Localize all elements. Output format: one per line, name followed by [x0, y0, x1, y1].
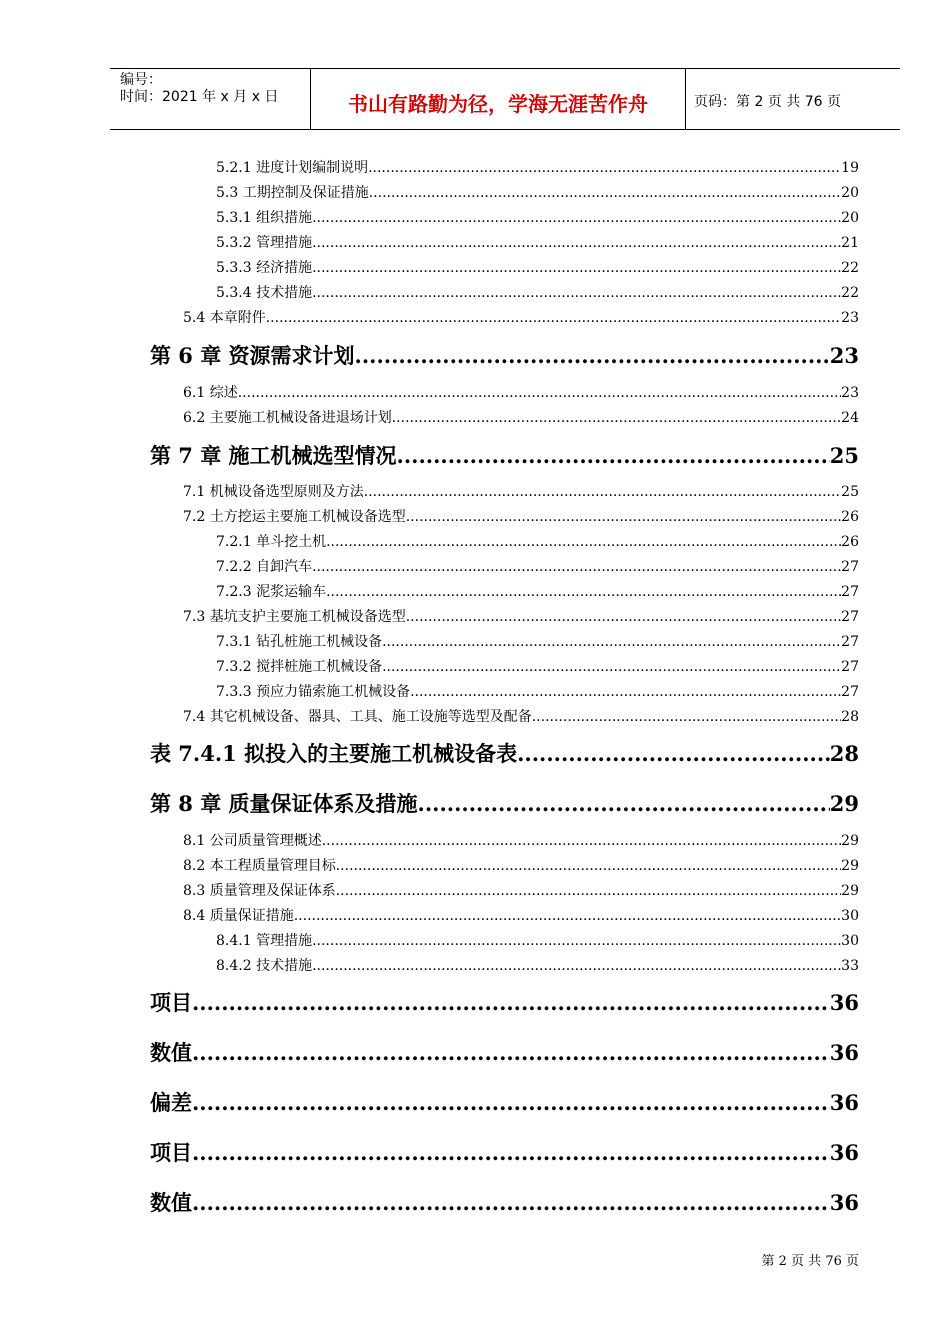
toc-chapter-entry[interactable]	[150, 1187, 859, 1217]
toc-entry-label: 8.1 公司质量管理概述	[183, 833, 322, 849]
toc-entry[interactable]	[216, 531, 859, 551]
toc-entry[interactable]	[216, 930, 859, 950]
toc-entry[interactable]	[216, 955, 859, 975]
toc-chapter-entry[interactable]	[150, 788, 859, 818]
toc-entry-page: 27	[841, 684, 859, 700]
toc-entry-label: 8.2 本工程质量管理目标	[183, 858, 336, 874]
toc-entry-page: 27	[841, 609, 859, 625]
toc-entry[interactable]	[216, 556, 859, 576]
toc-entry-page: 33	[841, 958, 859, 974]
toc-entry-label: 数值	[150, 1190, 192, 1215]
toc-entry-label: 7.1 机械设备选型原则及方法	[183, 484, 364, 500]
toc-leader-dots	[406, 609, 841, 625]
toc-entry-label: 7.3.2 搅拌桩施工机械设备	[216, 659, 383, 675]
toc-entry-label: 7.2.2 自卸汽车	[216, 559, 313, 575]
toc-entry-page: 23	[841, 385, 859, 401]
toc-leader-dots	[382, 659, 841, 675]
toc-entry-label: 项目	[150, 990, 192, 1015]
toc-entry[interactable]	[183, 481, 859, 501]
toc-leader-dots	[312, 933, 841, 949]
toc-leader-dots	[322, 833, 841, 849]
toc-leader-dots	[410, 684, 841, 700]
toc-entry-label: 8.4.2 技术措施	[216, 958, 313, 974]
toc-entry[interactable]	[216, 157, 859, 177]
toc-entry-page: 36	[829, 1090, 859, 1115]
toc-entry-page: 36	[829, 990, 859, 1015]
toc-entry-label: 偏差	[150, 1090, 192, 1115]
toc-entry[interactable]	[216, 257, 859, 277]
toc-entry-page: 28	[841, 709, 859, 725]
toc-entry[interactable]	[183, 830, 859, 850]
toc-entry-page: 20	[841, 210, 859, 226]
header-motto: 书山有路勤为径，学海无涯苦作舟	[348, 92, 648, 116]
toc-entry-label: 5.4 本章附件	[183, 310, 266, 326]
toc-entry-page: 21	[841, 235, 859, 251]
toc-entry-page: 27	[841, 584, 859, 600]
toc-entry-page: 30	[841, 908, 859, 924]
toc-entry-label: 7.3.1 钻孔桩施工机械设备	[216, 634, 383, 650]
toc-entry-label: 7.3 基坑支护主要施工机械设备选型	[183, 609, 406, 625]
toc-leader-dots	[238, 385, 841, 401]
toc-leader-dots	[312, 235, 841, 251]
toc-entry[interactable]	[183, 407, 859, 427]
toc-entry[interactable]	[216, 656, 859, 676]
toc-entry[interactable]	[216, 681, 859, 701]
toc-entry[interactable]	[183, 606, 859, 626]
toc-entry-label: 数值	[150, 1040, 192, 1065]
header-motto-cell	[310, 69, 686, 129]
toc-entry-label: 第 7 章 施工机械选型情况	[150, 443, 397, 468]
toc-leader-dots	[192, 1140, 830, 1165]
page-footer: 第 2 页 共 76 页	[761, 1254, 859, 1269]
toc-leader-dots	[266, 310, 841, 326]
toc-leader-dots	[336, 858, 841, 874]
toc-entry-page: 23	[841, 310, 859, 326]
toc-entry-page: 19	[841, 160, 859, 176]
toc-leader-dots	[382, 634, 841, 650]
document-number-label: 编号：	[120, 72, 162, 88]
toc-leader-dots	[312, 958, 841, 974]
toc-leader-dots	[418, 791, 830, 816]
toc-entry-page: 30	[841, 933, 859, 949]
toc-chapter-entry[interactable]	[150, 340, 859, 370]
toc-leader-dots	[336, 883, 841, 899]
toc-leader-dots	[532, 709, 841, 725]
toc-entry-label: 项目	[150, 1140, 192, 1165]
toc-leader-dots	[294, 908, 841, 924]
toc-entry-label: 5.3.3 经济措施	[216, 260, 313, 276]
toc-entry-label: 8.4.1 管理措施	[216, 933, 313, 949]
toc-entry-page: 22	[841, 260, 859, 276]
toc-chapter-entry[interactable]	[150, 1037, 859, 1067]
toc-leader-dots	[312, 210, 841, 226]
toc-leader-dots	[326, 534, 841, 550]
toc-chapter-entry[interactable]	[150, 987, 859, 1017]
toc-leader-dots	[392, 410, 841, 426]
toc-entry-page: 25	[829, 443, 859, 468]
toc-entry[interactable]	[183, 880, 859, 900]
toc-leader-dots	[312, 285, 841, 301]
header-info-cell	[110, 69, 310, 129]
page-header	[110, 68, 900, 130]
toc-entry-label: 6.1 综述	[183, 385, 238, 401]
toc-leader-dots	[192, 1090, 830, 1115]
toc-entry[interactable]	[183, 382, 859, 402]
toc-entry-label: 5.3.1 组织措施	[216, 210, 313, 226]
document-date-label: 时间：2021 年 x 月 x 日	[120, 89, 279, 105]
toc-entry[interactable]	[216, 182, 859, 202]
toc-entry-label: 7.3.3 预应力锚索施工机械设备	[216, 684, 411, 700]
header-page-cell	[685, 69, 900, 129]
toc-entry[interactable]	[216, 631, 859, 651]
toc-entry-page: 36	[829, 1040, 859, 1065]
toc-entry-page: 24	[841, 410, 859, 426]
toc-chapter-entry[interactable]	[150, 440, 859, 470]
toc-entry[interactable]	[216, 232, 859, 252]
toc-chapter-entry[interactable]	[150, 1087, 859, 1117]
toc-entry[interactable]	[216, 207, 859, 227]
toc-entry-page: 29	[841, 883, 859, 899]
toc-leader-dots	[369, 185, 841, 201]
toc-entry-page: 28	[829, 741, 859, 766]
toc-chapter-entry[interactable]	[150, 738, 859, 768]
toc-entry-page: 29	[841, 833, 859, 849]
toc-entry-page: 20	[841, 185, 859, 201]
toc-entry-label: 第 8 章 质量保证体系及措施	[150, 791, 418, 816]
toc-leader-dots	[326, 584, 841, 600]
toc-leader-dots	[192, 1190, 830, 1215]
toc-leader-dots	[368, 160, 841, 176]
toc-entry-page: 27	[841, 559, 859, 575]
toc-entry[interactable]	[216, 581, 859, 601]
toc-entry[interactable]	[183, 706, 859, 726]
toc-leader-dots	[192, 1040, 830, 1065]
toc-entry-page: 36	[829, 1140, 859, 1165]
toc-chapter-entry[interactable]	[150, 1137, 859, 1167]
toc-entry-label: 5.3.4 技术措施	[216, 285, 313, 301]
toc-entry[interactable]	[183, 855, 859, 875]
toc-entry-label: 5.2.1 进度计划编制说明	[216, 160, 369, 176]
toc-entry-label: 5.3.2 管理措施	[216, 235, 313, 251]
toc-entry-label: 8.3 质量管理及保证体系	[183, 883, 336, 899]
toc-entry-page: 36	[829, 1190, 859, 1215]
toc-entry[interactable]	[216, 282, 859, 302]
toc-leader-dots	[406, 509, 841, 525]
toc-entry-page: 25	[841, 484, 859, 500]
toc-entry-page: 23	[829, 343, 859, 368]
toc-entry-page: 27	[841, 634, 859, 650]
toc-entry-page: 29	[829, 791, 859, 816]
toc-entry-page: 27	[841, 659, 859, 675]
toc-leader-dots	[517, 741, 830, 766]
toc-entry-label: 7.4 其它机械设备、器具、工具、施工设施等选型及配备	[183, 709, 532, 725]
toc-entry-label: 8.4 质量保证措施	[183, 908, 294, 924]
toc-entry-page: 26	[841, 509, 859, 525]
toc-leader-dots	[397, 443, 830, 468]
toc-leader-dots	[192, 990, 830, 1015]
toc-entry-label: 7.2 土方挖运主要施工机械设备选型	[183, 509, 406, 525]
toc-entry-label: 5.3 工期控制及保证措施	[216, 185, 369, 201]
toc-entry[interactable]	[183, 307, 859, 327]
header-page-info: 页码：第 2 页 共 76 页	[694, 94, 841, 110]
toc-entry[interactable]	[183, 905, 859, 925]
toc-leader-dots	[355, 343, 830, 368]
toc-entry-label: 7.2.3 泥浆运输车	[216, 584, 327, 600]
toc-entry-page: 22	[841, 285, 859, 301]
toc-entry-page: 26	[841, 534, 859, 550]
toc-leader-dots	[312, 260, 841, 276]
toc-entry[interactable]	[183, 506, 859, 526]
toc-leader-dots	[364, 484, 841, 500]
toc-entry-label: 7.2.1 单斗挖土机	[216, 534, 327, 550]
toc-entry-label: 表 7.4.1 拟投入的主要施工机械设备表	[150, 741, 518, 766]
toc-leader-dots	[312, 559, 841, 575]
toc-entry-label: 6.2 主要施工机械设备进退场计划	[183, 410, 392, 426]
toc-entry-page: 29	[841, 858, 859, 874]
toc-entry-label: 第 6 章 资源需求计划	[150, 343, 355, 368]
